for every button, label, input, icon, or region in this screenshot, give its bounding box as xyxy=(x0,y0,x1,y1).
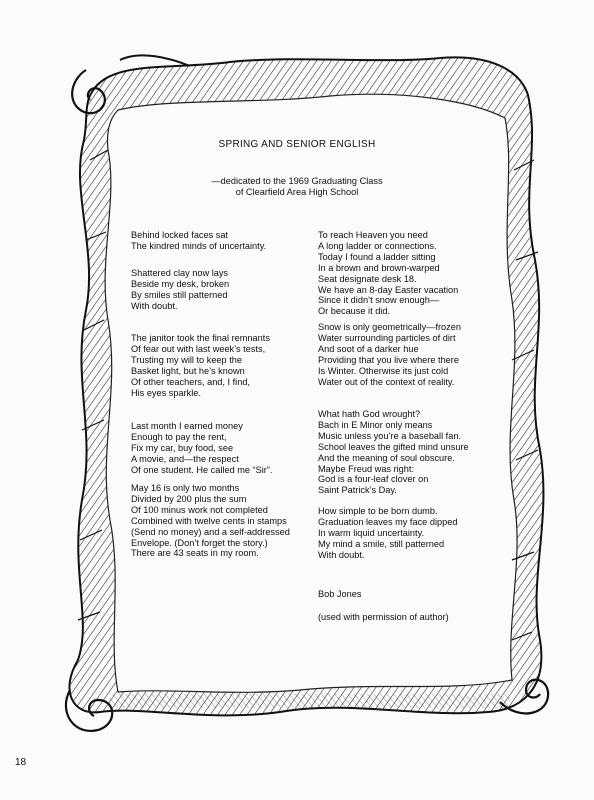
poem-line: Saint Patrick’s Day. xyxy=(318,485,397,496)
poem-line: How simple to be born dumb. xyxy=(318,506,438,516)
poem-line: Or because it did. xyxy=(318,306,391,317)
stanza xyxy=(318,322,461,387)
poem-line: Graduation leaves my face dipped xyxy=(318,516,458,527)
poem-line: God is a four-leaf clover on xyxy=(318,474,429,485)
stanza xyxy=(318,506,457,561)
poem-line: Last month I earned money xyxy=(131,421,243,431)
poem-line: Of one student. He called me “Sir”. xyxy=(131,464,273,475)
dedication-line: —dedicated to the 1969 Graduating Class xyxy=(211,176,383,186)
page-number: 18 xyxy=(15,757,27,768)
poem-line: My mind a smile, still patterned xyxy=(318,538,445,549)
poem-line: Of 100 minus work not completed xyxy=(131,504,268,515)
poem-line: And soot of a darker hue xyxy=(318,343,419,354)
poem-line: To reach Heaven you need xyxy=(318,230,428,240)
stanza xyxy=(318,409,469,496)
author-name: Bob Jones xyxy=(318,589,362,599)
dedication xyxy=(0,176,594,198)
poem-title: SPRING AND SENIOR ENGLISH xyxy=(218,139,376,150)
stanza xyxy=(131,483,290,559)
poem-line: In a brown and brown-warped xyxy=(318,262,440,273)
poem-line: (Send no money) and a self-addressed xyxy=(131,526,290,537)
poem-line: Of other teachers, and, I find, xyxy=(131,376,250,387)
stanza xyxy=(131,268,229,312)
poem-line: Water out of the context of reality. xyxy=(318,376,455,387)
poem-line: In warm liquid uncertainty. xyxy=(318,527,425,538)
poem-line: Snow is only geometrically—frozen xyxy=(318,322,461,332)
poem-line: We have an 8-day Easter vacation xyxy=(318,284,459,295)
poem-line: School leaves the gifted mind unsure xyxy=(318,441,469,452)
stanza xyxy=(131,333,270,398)
poem-line: Beside my desk, broken xyxy=(131,278,230,289)
poem-line: With doubt. xyxy=(318,549,365,560)
poem-line: Trusting my will to keep the xyxy=(131,354,242,365)
poem-line: Fix my car, buy food, see xyxy=(131,442,234,453)
poem-line: Today I found a ladder sitting xyxy=(318,251,436,262)
poem-line: A long ladder or connections. xyxy=(318,240,437,251)
poem-line: The kindred minds of uncertainty. xyxy=(131,240,267,251)
poem-line: There are 43 seats in my room. xyxy=(131,548,259,559)
poem-line: May 16 is only two months xyxy=(131,483,240,493)
poem-line: Behind locked faces sat xyxy=(131,230,229,240)
poem-line: Of fear out with last week’s tests, xyxy=(131,343,266,354)
poem-line: What hath God wrought? xyxy=(318,409,421,419)
poem-line: Divided by 200 plus the sum xyxy=(131,493,247,504)
poem-line: Is Winter. Otherwise its just cold xyxy=(318,365,449,376)
stanza xyxy=(131,421,272,476)
poem-line: By smiles still patterned xyxy=(131,289,228,300)
poem-line: Maybe Freud was right: xyxy=(318,463,414,474)
poem-line: Providing that you live where there xyxy=(318,354,459,365)
poem-line: Enough to pay the rent, xyxy=(131,431,227,442)
poem-line: Seat designate desk 18. xyxy=(318,273,417,284)
poem-line: With doubt. xyxy=(131,300,178,311)
poem-line: Since it didn’t snow enough— xyxy=(318,295,440,306)
poem-line: A movie, and—the respect xyxy=(131,453,239,464)
stanza xyxy=(131,230,266,252)
poem-line: Bach in E Minor only means xyxy=(318,419,433,430)
poem-line: The janitor took the final remnants xyxy=(131,333,270,343)
permission-note: (used with permission of author) xyxy=(318,612,449,622)
stanza xyxy=(318,230,458,317)
poem-line: Water surrounding particles of dirt xyxy=(318,332,456,343)
poem-line: Envelope. (Don’t forget the story.) xyxy=(131,537,268,548)
poem-line: Shattered clay now lays xyxy=(131,268,229,278)
poem-line: Basket light, but he’s known xyxy=(131,365,245,376)
poem-line: His eyes sparkle. xyxy=(131,387,201,398)
poem-line: Combined with twelve cents in stamps xyxy=(131,515,287,526)
poem-line: And the meaning of soul obscure. xyxy=(318,452,455,463)
poem-line: Music unless you’re a baseball fan. xyxy=(318,430,461,441)
dedication-line: of Clearfield Area High School xyxy=(235,187,359,197)
